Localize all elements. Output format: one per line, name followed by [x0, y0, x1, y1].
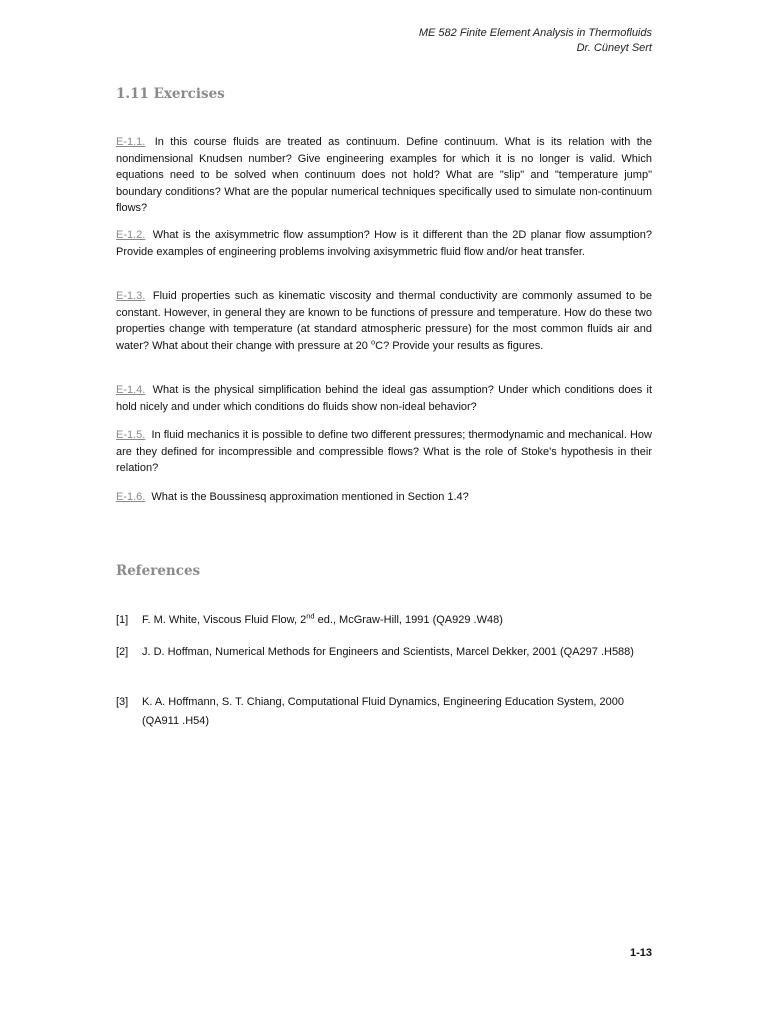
exercise-text: In fluid mechanics it is possible to define two different pressures; thermodynamic and mechanical. How are they defined for incompressible and compressible flows? What is the role of Stoke's hypothesis in their relation?	[116, 429, 652, 475]
exercise-text-part: Fluid properties such as kinematic viscosity and thermal conductivity are commonly assumed to be constant. However, in general they are known to be functions of pressure and temperature. How do these two properties change with temperature (at standard atmospheric pressure) for the most common fluids air and water? What about their change with pressure at 20	[116, 290, 652, 352]
exercise-text: What is the Boussinesq approximation mentioned in Section 1.4?	[151, 491, 469, 503]
reference-number: [3]	[116, 696, 129, 708]
exercise-item	[116, 427, 652, 477]
exercise-text: What is the physical simplification behind the ideal gas assumption? Under which conditions does it hold nicely and under which conditions do fluids show non-ideal behavior?	[116, 384, 652, 413]
page-number: 1-13	[629, 947, 652, 959]
reference-item	[116, 643, 652, 662]
reference-text-part: ed., McGraw-Hill, 1991 (QA929 .W48)	[314, 614, 503, 626]
exercise-item	[116, 288, 652, 354]
reference-number: [2]	[116, 646, 129, 658]
exercise-label[interactable]: E-1.1.	[116, 136, 146, 148]
exercise-text: What is the axisymmetric flow assumption? How is it different than the 2D planar flow assumption? Provide examples of engineering problems involving axisymmetric fluid flow and/or heat transfer.	[116, 229, 652, 258]
reference-text: K. A. Hoffmann, S. T. Chiang, Computational Fluid Dynamics, Engineering Education System, 2000 (QA911 .H54)	[142, 696, 625, 727]
exercise-label[interactable]: E-1.6.	[116, 491, 146, 503]
exercise-text: In this course fluids are treated as continuum. Define continuum. What is its relation with the nondimensional Knudsen number? Give engineering examples for which it is no longer is valid. Which equations need to be solved when continuum does not hold? What are "slip" and "temperature jump" boundary conditions? What are the popular numerical techniques specifically used to simulate non-continuum flows?	[116, 136, 652, 215]
references-heading: References	[116, 563, 201, 579]
exercise-text-part: C? Provide your results as figures.	[375, 339, 544, 352]
author-name: Dr. Cüneyt Sert	[576, 42, 652, 54]
exercise-item	[116, 382, 652, 415]
reference-text	[142, 611, 503, 626]
exercise-label[interactable]: E-1.4.	[116, 384, 146, 396]
reference-number: [1]	[116, 614, 129, 626]
reference-item	[116, 611, 652, 630]
exercise-text	[116, 290, 652, 352]
page-header	[419, 26, 652, 56]
course-title: ME 582 Finite Element Analysis in Thermofluids	[418, 27, 652, 39]
reference-text: J. D. Hoffman, Numerical Methods for Engineers and Scientists, Marcel Dekker, 2001 (QA297 .H588)	[142, 646, 634, 658]
exercise-label[interactable]: E-1.5.	[116, 429, 146, 441]
edition-superscript: nd	[306, 611, 315, 621]
reference-item	[116, 693, 652, 731]
exercise-label[interactable]: E-1.2.	[116, 229, 146, 241]
exercise-item	[116, 489, 652, 506]
exercises-heading: 1.11 Exercises	[116, 86, 225, 102]
exercise-label[interactable]: E-1.3.	[116, 290, 146, 302]
exercise-item	[116, 134, 652, 217]
degree-superscript: o	[370, 337, 376, 347]
reference-text-part: F. M. White, Viscous Fluid Flow, 2	[142, 614, 307, 626]
exercise-item	[116, 227, 652, 260]
